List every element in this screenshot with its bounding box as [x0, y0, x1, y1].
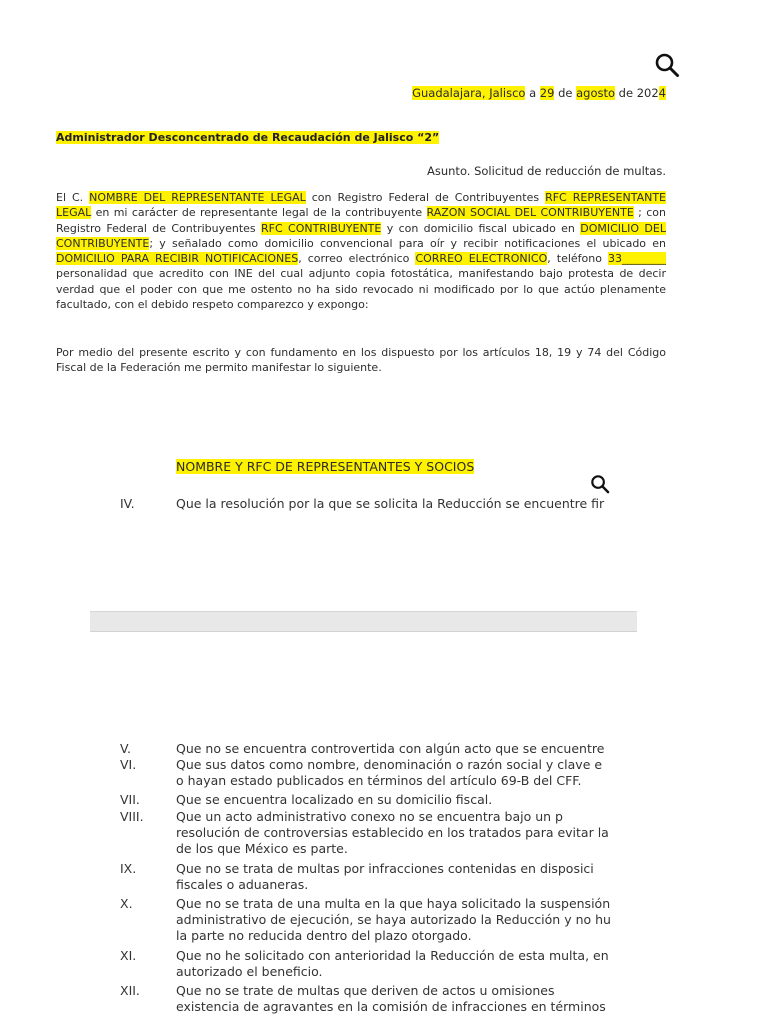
subject-line: Asunto. Solicitud de reducción de multas.	[427, 164, 666, 178]
date-day: 29	[539, 86, 555, 100]
placeholder-email: CORREO ELECTRONICO	[415, 252, 548, 266]
placeholder-representative-name: NOMBRE DEL REPRESENTANTE LEGAL	[89, 191, 306, 204]
list-item: VII. Que se encuentra localizado en su domicilio fiscal.	[120, 792, 493, 807]
list-item: VI. Que sus datos como nombre, denominación o razón social y clave e o hayan estado publicados en términos del artículo 69-B del CFF.	[120, 757, 603, 789]
magnifier-icon[interactable]	[654, 52, 680, 78]
list-item: V. Que no se encuentra controvertida con algún acto que se encuentre	[120, 741, 605, 756]
placeholder-company-rfc: RFC CONTRIBUYENTE	[261, 221, 382, 235]
magnifier-icon[interactable]	[590, 474, 610, 494]
date-month: agosto	[576, 86, 616, 100]
legal-basis-paragraph: Por medio del presente escrito y con fundamento en los dispuesto por los artículos 18, 19 y 74 del Código Fiscal de la Federación me permito manifestar lo siguiente.	[56, 346, 666, 375]
page-break-bar	[90, 611, 637, 632]
date-line: Guadalajara, Jalisco a 29 de agosto de 2024	[412, 86, 666, 100]
placeholder-company-name: RAZON SOCIAL DEL CONTRIBUYENTE	[426, 206, 634, 220]
addressee: Administrador Desconcentrado de Recaudación de Jalisco “2”	[56, 131, 440, 144]
placeholder-representative-rfc: RFC REPRESENTANTE LEGAL	[56, 191, 666, 220]
intro-paragraph: El C. NOMBRE DEL REPRESENTANTE LEGAL con Registro Federal de Contribuyentes RFC REPRESENTANTE LEGAL en mi carácter de representante legal de la contribuyente RAZON SOCIAL DEL CONTRIBUYENTE ; con Registro Federal de Contribuyentes RFC CONTRIBUYENTE y con domicilio fiscal ubicado en DOMICILIO DEL CONTRIBUYENTE; y señalado como domicilio convencional para oír y recibir notificaciones el ubicado en DOMICILIO PARA RECIBIR NOTIFICACIONES, correo electrónico CORREO ELECTRONICO, teléfono 33________ personalidad que acredito con INE del cual adjunto copia fotostática, manifestando bajo protesta de decir verdad que el poder con que me ostento no ha sido revocado ni modificado por lo que actúo plenamente facultado, con el debido respeto comparezco y expongo:	[56, 191, 667, 312]
numbered-list	[120, 741, 636, 1017]
list-item: X. Que no se trata de una multa en la que haya solicitado la suspensión administrativo de ejecución, se haya autorizado la Reducción y no hu la parte no reducida dentro del plazo otorgado.	[120, 896, 611, 944]
placeholder-fiscal-address: DOMICILIO DEL CONTRIBUYENTE	[56, 221, 666, 250]
list-item: XII. Que no se trate de multas que deriven de actos u omisiones existencia de agravantes en la comisión de infracciones en términos	[120, 983, 606, 1015]
section-heading: NOMBRE Y RFC DE REPRESENTANTES Y SOCIOS	[176, 459, 475, 474]
list-item: VIII. Que un acto administrativo conexo no se encuentra bajo un p resolución de controversias establecido en los tratados para evitar la de los que México es parte.	[120, 809, 609, 857]
list-item: IX. Que no se trata de multas por infracciones contenidas en disposici fiscales o aduaneras.	[120, 861, 594, 893]
placeholder-notification-address: DOMICILIO PARA RECIBIR NOTIFICACIONES	[56, 252, 299, 266]
list-item: IV. Que la resolución por la que se solicita la Reducción se encuentre fir	[120, 496, 605, 511]
date-city: Guadalajara, Jalisco	[412, 86, 526, 100]
list-item: XI. Que no he solicitado con anterioridad la Reducción de esta multa, en autorizado el beneficio.	[120, 948, 609, 980]
placeholder-phone: 33________	[608, 252, 667, 266]
